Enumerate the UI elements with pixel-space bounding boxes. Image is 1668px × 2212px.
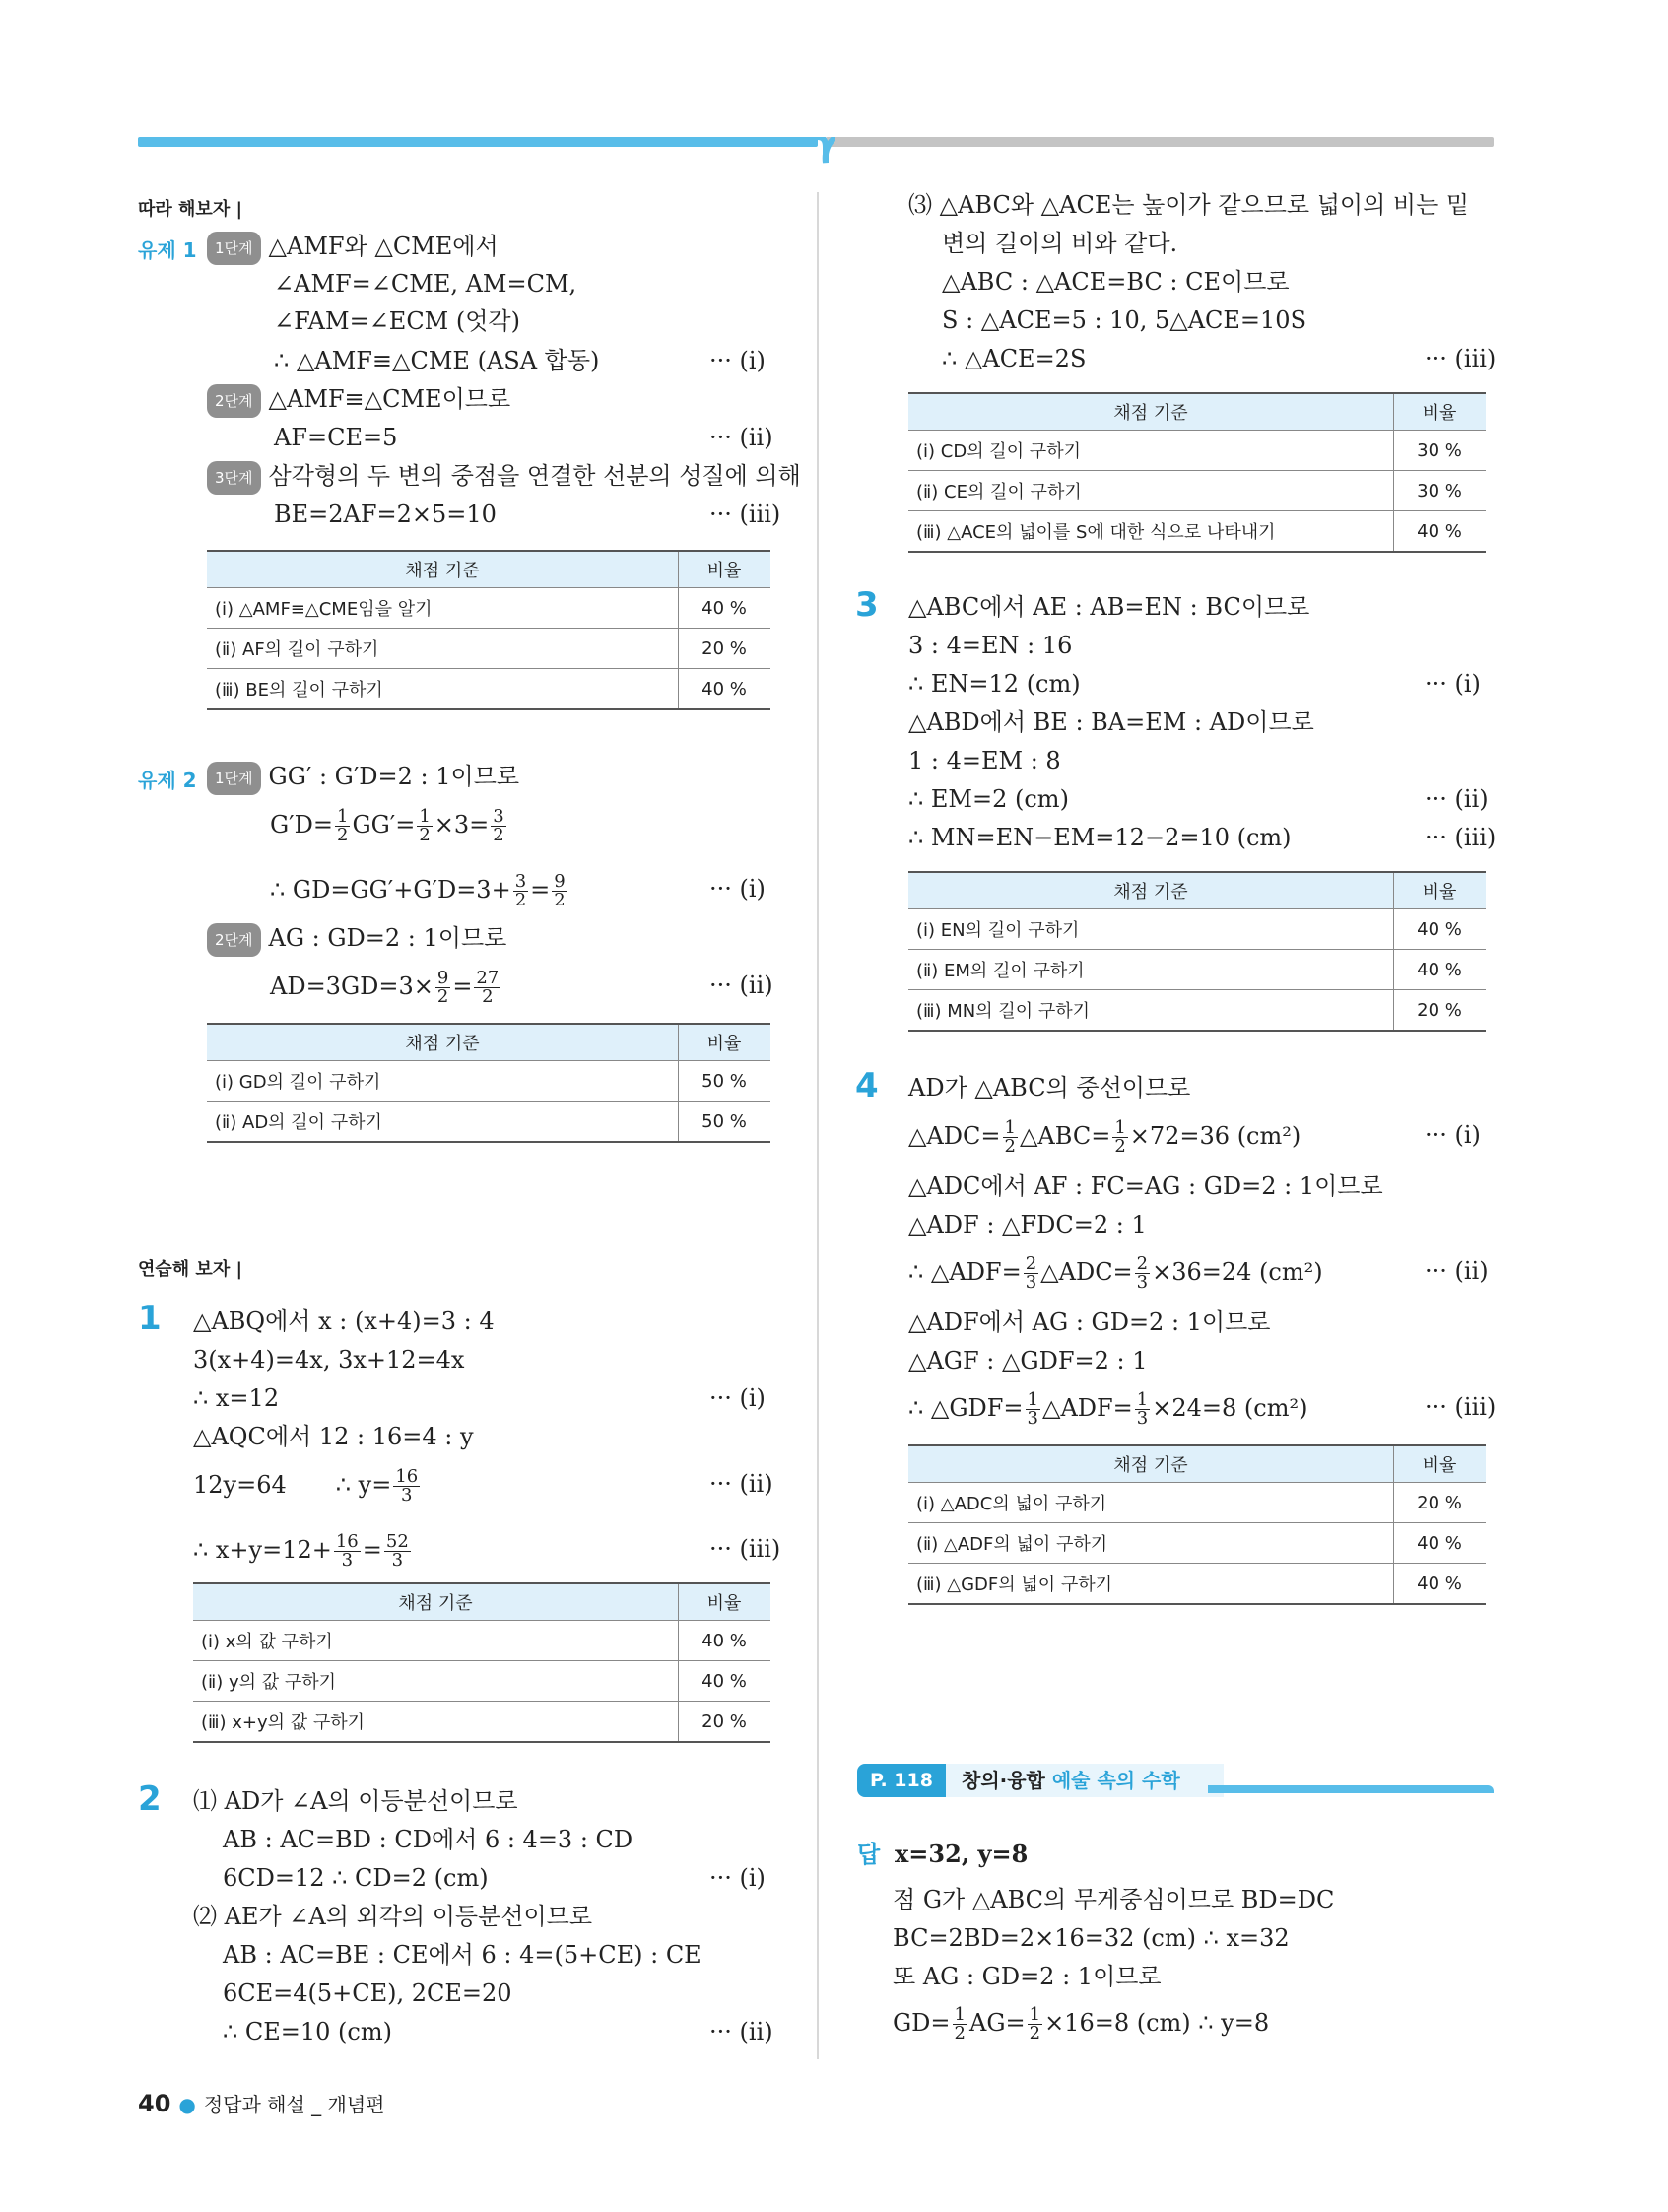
fraction: $\frac{1}{2}$ [1114, 1117, 1126, 1157]
fraction: $\frac{16}{3}$ [335, 1531, 359, 1571]
yuje1-line-1: 1단계 △AMF와 △CME에서 [207, 231, 499, 265]
yuje2-label: 유제 2 [138, 769, 197, 792]
marker-iii: ··· (ⅲ) [1425, 345, 1497, 372]
section-practice: 연습해 보자 | [138, 1259, 243, 1280]
yuje2-line-2: G′D= $\frac{1}{2}$ GG′= $\frac{1}{2}$ ×3= $\frac{3}{2}$ [270, 806, 504, 845]
table-header: 채점 기준 [207, 1024, 679, 1061]
table-row: (ⅱ) EM의 길이 구하기 40 % [908, 950, 1486, 990]
fraction: $\frac{1}{2}$ [954, 2004, 966, 2044]
fraction: $\frac{1}{3}$ [1027, 1389, 1038, 1429]
fraction: $\frac{16}{3}$ [395, 1466, 419, 1506]
p3-line-4: △ABD에서 BE : BA=EM : AD이므로 [908, 708, 1314, 736]
table-row: (ⅰ) △AMF≡△CME임을 알기 40 % [207, 588, 770, 629]
table-header: 비율 [1394, 393, 1487, 431]
yuje1-line-4: ∴ △AMF≡△CME (ASA 합동) [274, 347, 600, 374]
yuje2-criteria-table [207, 1023, 770, 1143]
marker-i: ··· (ⅰ) [1425, 1121, 1481, 1149]
p118-line-2: BC=2BD=2×16=32 (cm) ∴ x=32 [893, 1924, 1290, 1952]
table-row: (ⅰ) △ADC의 넓이 구하기 20 % [908, 1483, 1486, 1523]
marker-iii: ··· (ⅲ) [709, 501, 781, 528]
p118-line-1: 점 G가 △ABC의 무게중심이므로 BD=DC [893, 1886, 1335, 1913]
p2-cont-line-1: ⑶ △ABC와 △ACE는 높이가 같으므로 넓이의 비는 밑 [908, 191, 1470, 219]
p2-line-5: AB : AC=BE : CE에서 6 : 4=(5+CE) : CE [223, 1941, 701, 1969]
yuje1-line-6: AF=CE=5 [274, 424, 398, 451]
fraction: $\frac{1}{2}$ [1004, 1117, 1016, 1157]
yuje2-line-1: 1단계 GG′ : G′D=2 : 1이므로 [207, 761, 519, 795]
table-row: (ⅰ) GD의 길이 구하기 50 % [207, 1061, 770, 1102]
yuje2-line-4: 2단계 AG : GD=2 : 1이므로 [207, 922, 506, 957]
fraction: $\frac{3}{2}$ [514, 871, 527, 910]
step-badge: 2단계 [207, 923, 261, 957]
p2-criteria-table [908, 392, 1486, 553]
table-header: 채점 기준 [207, 551, 679, 588]
table-header: 채점 기준 [908, 872, 1394, 909]
fraction: $\frac{27}{2}$ [476, 968, 500, 1007]
fraction: $\frac{2}{3}$ [1136, 1253, 1149, 1293]
marker-i: ··· (ⅰ) [709, 1384, 766, 1412]
table-header: 비율 [1394, 1445, 1487, 1483]
p118-badge: P. 118 [857, 1764, 946, 1797]
p1-line-3: ∴ x=12 [193, 1384, 280, 1412]
fraction: $\frac{1}{2}$ [419, 806, 431, 845]
p1-line-5: 12y=64 ∴ y= $\frac{16}{3}$ [193, 1466, 419, 1506]
fraction: $\frac{9}{2}$ [554, 871, 566, 910]
answer-value: x=32, y=8 [895, 1840, 1029, 1868]
marker-ii: ··· (ⅱ) [709, 972, 773, 999]
table-header: 채점 기준 [193, 1583, 679, 1621]
table-row: (ⅲ) △ACE의 넓이를 S에 대한 식으로 나타내기 40 % [908, 511, 1486, 553]
p2-cont-line-3: △ABC : △ACE=BC : CE이므로 [942, 268, 1290, 296]
table-row: (ⅰ) EN의 길이 구하기 40 % [908, 909, 1486, 950]
problem-4-number: 4 [855, 1066, 879, 1106]
fraction: $\frac{1}{2}$ [336, 806, 349, 845]
answer-label: 답 [857, 1841, 881, 1868]
fraction: $\frac{3}{2}$ [493, 806, 504, 845]
p1-line-2: 3(x+4)=4x, 3x+12=4x [193, 1346, 465, 1374]
table-row: (ⅱ) AD의 길이 구하기 50 % [207, 1102, 770, 1143]
step-badge: 2단계 [207, 384, 261, 418]
yuje1-line-5: 2단계 △AMF≡△CME이므로 [207, 383, 510, 418]
p118-line-3: 또 AG : GD=2 : 1이므로 [893, 1963, 1162, 1990]
marker-ii: ··· (ⅱ) [1425, 785, 1489, 813]
table-row: (ⅲ) MN의 길이 구하기 20 % [908, 990, 1486, 1032]
marker-i: ··· (ⅰ) [709, 1864, 766, 1892]
p4-line-1: AD가 △ABC의 중선이므로 [908, 1074, 1191, 1102]
marker-ii: ··· (ⅱ) [709, 1470, 773, 1498]
p2-line-2: AB : AC=BD : CD에서 6 : 4=3 : CD [223, 1826, 634, 1853]
marker-i: ··· (ⅰ) [1425, 670, 1481, 698]
section-follow-along: 따라 해보자 | [138, 199, 243, 220]
yuje1-label: 유제 1 [138, 238, 197, 262]
p4-line-6: △ADF에서 AG : GD=2 : 1이므로 [908, 1308, 1271, 1336]
p3-criteria-table [908, 871, 1486, 1032]
marker-iii: ··· (ⅲ) [1425, 1393, 1497, 1421]
table-header: 채점 기준 [908, 393, 1394, 431]
marker-ii: ··· (ⅱ) [709, 424, 773, 451]
p4-line-3: △ADC에서 AF : FC=AG : GD=2 : 1이므로 [908, 1173, 1383, 1200]
p1-line-6: ∴ x+y=12+ $\frac{16}{3}$ = $\frac{52}{3}$ [193, 1531, 409, 1571]
step-badge: 1단계 [207, 232, 261, 265]
step-badge: 1단계 [207, 762, 261, 795]
marker-ii: ··· (ⅱ) [1425, 1257, 1489, 1285]
p2-line-7: ∴ CE=10 (cm) [223, 2018, 392, 2045]
marker-i: ··· (ⅰ) [709, 875, 766, 903]
table-header: 채점 기준 [908, 1445, 1394, 1483]
p1-line-1: △ABQ에서 x : (x+4)=3 : 4 [193, 1307, 495, 1335]
problem-1-number: 1 [138, 1299, 162, 1338]
p2-line-4: ⑵ AE가 ∠A의 외각의 이등분선이므로 [193, 1903, 593, 1930]
fraction: $\frac{2}{3}$ [1025, 1253, 1037, 1293]
p4-line-4: △ADF : △FDC=2 : 1 [908, 1211, 1147, 1239]
p3-line-5: 1 : 4=EM : 8 [908, 747, 1061, 774]
p4-line-8: ∴ △GDF= $\frac{1}{3}$ △ADF= $\frac{1}{3}$ ×24=8 (cm²) [908, 1389, 1308, 1429]
top-bar-left [138, 137, 818, 147]
table-row: (ⅰ) x의 값 구하기 40 % [193, 1621, 770, 1661]
p3-line-2: 3 : 4=EN : 16 [908, 632, 1073, 659]
table-row: (ⅱ) y의 값 구하기 40 % [193, 1661, 770, 1702]
step-badge: 3단계 [207, 461, 261, 495]
p3-line-6: ∴ EM=2 (cm) [908, 785, 1069, 813]
p118-title: 창의·융합 예술 속의 수학 [946, 1764, 1224, 1797]
table-row: (ⅱ) CE의 길이 구하기 30 % [908, 471, 1486, 511]
p118-bar [1208, 1785, 1494, 1793]
p2-cont-line-5: ∴ △ACE=2S [942, 345, 1087, 372]
p3-line-3: ∴ EN=12 (cm) [908, 670, 1081, 698]
table-row: (ⅲ) x+y의 값 구하기 20 % [193, 1702, 770, 1743]
table-row: (ⅲ) BE의 길이 구하기 40 % [207, 669, 770, 710]
table-header: 비율 [1394, 872, 1487, 909]
p4-criteria-table [908, 1444, 1486, 1605]
fraction: $\frac{9}{2}$ [436, 968, 449, 1007]
p4-line-2: △ADC= $\frac{1}{2}$ △ABC= $\frac{1}{2}$ ×72=36 (cm²) [908, 1117, 1301, 1157]
marker-i: ··· (ⅰ) [709, 347, 766, 374]
fraction: $\frac{1}{3}$ [1136, 1389, 1149, 1429]
p2-cont-line-2: 변의 길이의 비와 같다. [942, 230, 1178, 257]
marker-iii: ··· (ⅲ) [709, 1535, 781, 1563]
p1-line-4: △AQC에서 12 : 16=4 : y [193, 1423, 474, 1450]
yuje1-criteria-table [207, 550, 770, 710]
top-bar-notch [796, 137, 835, 165]
table-header: 비율 [679, 551, 771, 588]
problem-3-number: 3 [855, 585, 879, 625]
marker-ii: ··· (ⅱ) [709, 2018, 773, 2045]
yuje1-line-7: 3단계 삼각형의 두 변의 중점을 연결한 선분의 성질에 의해 [207, 460, 801, 495]
column-divider [817, 192, 819, 2059]
top-bar-right [826, 137, 1494, 147]
p4-line-5: ∴ △ADF= $\frac{2}{3}$ △ADC= $\frac{2}{3}$ ×36=24 (cm²) [908, 1253, 1323, 1293]
footer-text: 정답과 해설 _ 개념편 [203, 2093, 385, 2116]
p3-line-7: ∴ MN=EN−EM=12−2=10 (cm) [908, 824, 1292, 851]
p3-line-1: △ABC에서 AE : AB=EN : BC이므로 [908, 593, 1310, 621]
table-header: 비율 [679, 1024, 771, 1061]
yuje1-line-3: ∠FAM=∠ECM (엇각) [274, 307, 520, 335]
p118-line-4: GD= $\frac{1}{2}$ AG= $\frac{1}{2}$ ×16=8 (cm) ∴ y=8 [893, 2004, 1270, 2044]
fraction: $\frac{52}{3}$ [385, 1531, 409, 1571]
bullet-icon: ● [178, 2093, 196, 2116]
table-row: (ⅲ) △GDF의 넓이 구하기 40 % [908, 1564, 1486, 1605]
p4-line-7: △AGF : △GDF=2 : 1 [908, 1347, 1148, 1374]
page-number: 40 [138, 2090, 171, 2117]
table-row: (ⅱ) △ADF의 넓이 구하기 40 % [908, 1523, 1486, 1564]
p1-criteria-table [193, 1582, 770, 1743]
yuje2-line-5: AD=3GD=3× $\frac{9}{2}$ = $\frac{27}{2}$ [270, 968, 500, 1007]
problem-2-number: 2 [138, 1779, 162, 1819]
p2-line-3: 6CD=12 ∴ CD=2 (cm) [223, 1864, 489, 1892]
table-row: (ⅰ) CD의 길이 구하기 30 % [908, 431, 1486, 471]
p2-line-1: ⑴ AD가 ∠A의 이등분선이므로 [193, 1787, 518, 1815]
p2-line-6: 6CE=4(5+CE), 2CE=20 [223, 1979, 512, 2007]
fraction: $\frac{1}{2}$ [1029, 2004, 1041, 2044]
yuje1-line-2: ∠AMF=∠CME, AM=CM, [274, 270, 577, 298]
yuje1-line-8: BE=2AF=2×5=10 [274, 501, 497, 528]
p2-cont-line-4: S : △ACE=5 : 10, 5△ACE=10S [942, 306, 1307, 334]
footer [138, 2089, 385, 2117]
marker-iii: ··· (ⅲ) [1425, 824, 1497, 851]
table-header: 비율 [679, 1583, 771, 1621]
yuje2-line-3: ∴ GD=GG′+G′D=3+ $\frac{3}{2}$ = $\frac{9}{2}$ [270, 871, 566, 910]
table-row: (ⅱ) AF의 길이 구하기 20 % [207, 629, 770, 669]
